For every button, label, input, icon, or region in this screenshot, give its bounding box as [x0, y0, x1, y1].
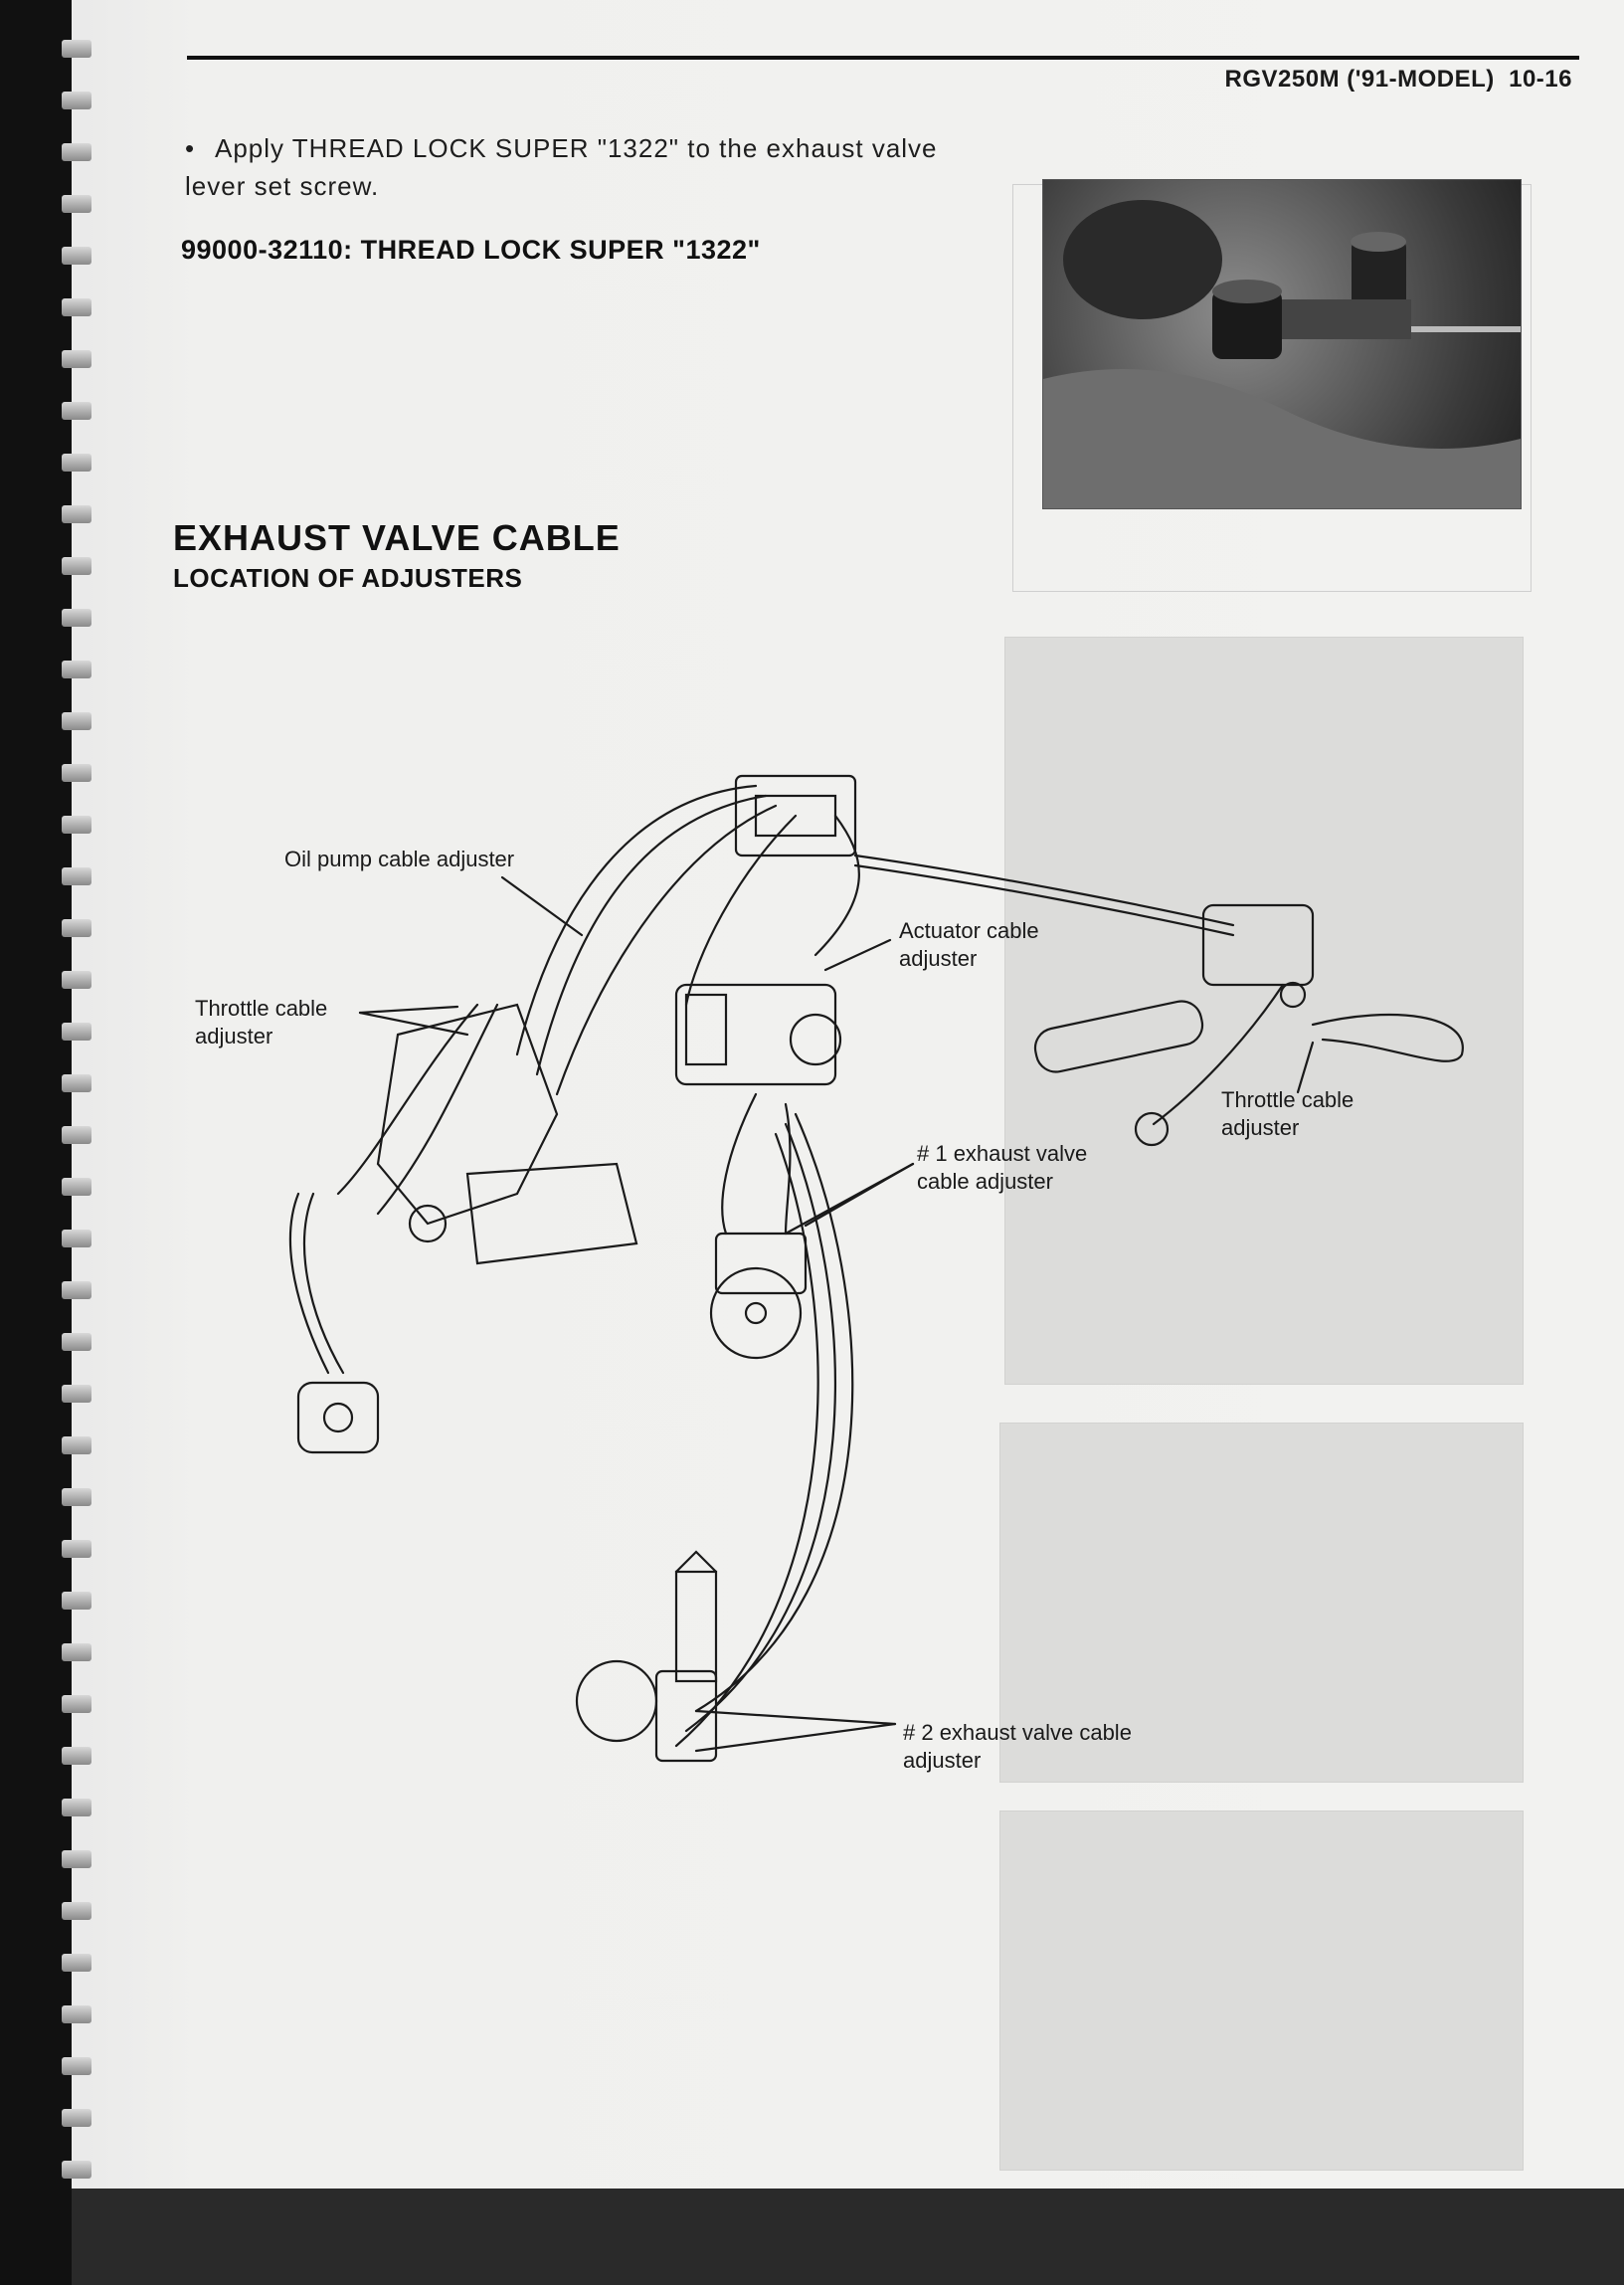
binding-ring [62, 1436, 91, 1454]
label-line: adjuster [903, 1748, 982, 1773]
binding-ring [62, 350, 91, 368]
section-subtitle: LOCATION OF ADJUSTERS [173, 563, 523, 593]
binding-ring [62, 2161, 91, 2179]
binding-ring [62, 1074, 91, 1092]
binding-ring [62, 195, 91, 213]
label-oil-pump-cable-adjuster: Oil pump cable adjuster [284, 847, 515, 871]
binding-ring [62, 764, 91, 782]
binding-ring [62, 1178, 91, 1196]
label-line: adjuster [899, 946, 978, 971]
binding-ring [62, 1385, 91, 1403]
binding-ring [62, 816, 91, 834]
binding-ring [62, 1126, 91, 1144]
section-title: EXHAUST VALVE CABLE [173, 517, 621, 558]
spiral-binding [0, 0, 72, 2285]
binding-ring [62, 1230, 91, 1247]
binding-ring [62, 2057, 91, 2075]
label-throttle-cable-adjuster-right [1221, 1086, 1353, 1142]
binding-ring [62, 1023, 91, 1041]
binding-ring [62, 1850, 91, 1868]
binding-ring [62, 2005, 91, 2023]
part-number: 99000-32110: THREAD LOCK SUPER "1322" [181, 235, 761, 265]
label-throttle-cable-adjuster-left [195, 995, 327, 1050]
binding-ring [62, 40, 91, 58]
label-line: adjuster [1221, 1115, 1300, 1140]
binding-ring [62, 143, 91, 161]
binding-ring [62, 919, 91, 937]
binding-ring [62, 1281, 91, 1299]
label-line: cable adjuster [917, 1169, 1053, 1194]
binding-ring [62, 1540, 91, 1558]
label-line: Actuator cable [899, 918, 1039, 943]
label-actuator-cable-adjuster [899, 917, 1039, 973]
binding-ring [62, 1954, 91, 1972]
binding-ring [62, 712, 91, 730]
binding-ring [62, 867, 91, 885]
header-page-number: 10-16 [1509, 66, 1572, 93]
binding-ring [62, 505, 91, 523]
binding-ring [62, 971, 91, 989]
binding-ring [62, 661, 91, 678]
binding-ring [62, 92, 91, 109]
instruction-text: Apply THREAD LOCK SUPER "1322" to the exhaust valve lever set screw. [185, 133, 938, 201]
binding-ring [62, 1592, 91, 1610]
binding-ring [62, 1333, 91, 1351]
binding-ring [62, 298, 91, 316]
binding-ring [62, 1902, 91, 1920]
label-line: Throttle cable [1221, 1087, 1354, 1112]
label-line: # 1 exhaust valve [917, 1141, 1088, 1166]
label-exhaust-valve-1-cable-adjuster [917, 1140, 1087, 1196]
binding-ring [62, 247, 91, 265]
binding-ring [62, 609, 91, 627]
label-line: # 2 exhaust valve cable [903, 1720, 1132, 1745]
binding-ring [62, 1488, 91, 1506]
binding-ring [62, 454, 91, 472]
binding-ring [62, 557, 91, 575]
binding-ring [62, 1643, 91, 1661]
label-line: Throttle cable [195, 996, 328, 1021]
header-model: RGV250M ('91-MODEL) [1224, 66, 1495, 93]
binding-ring [62, 2109, 91, 2127]
label-line: adjuster [195, 1024, 273, 1048]
binding-ring [62, 1695, 91, 1713]
bullet-dot: • [185, 133, 196, 163]
binding-ring [62, 402, 91, 420]
binding-ring [62, 1799, 91, 1816]
binding-ring [62, 1747, 91, 1765]
label-exhaust-valve-2-cable-adjuster [903, 1719, 1132, 1775]
